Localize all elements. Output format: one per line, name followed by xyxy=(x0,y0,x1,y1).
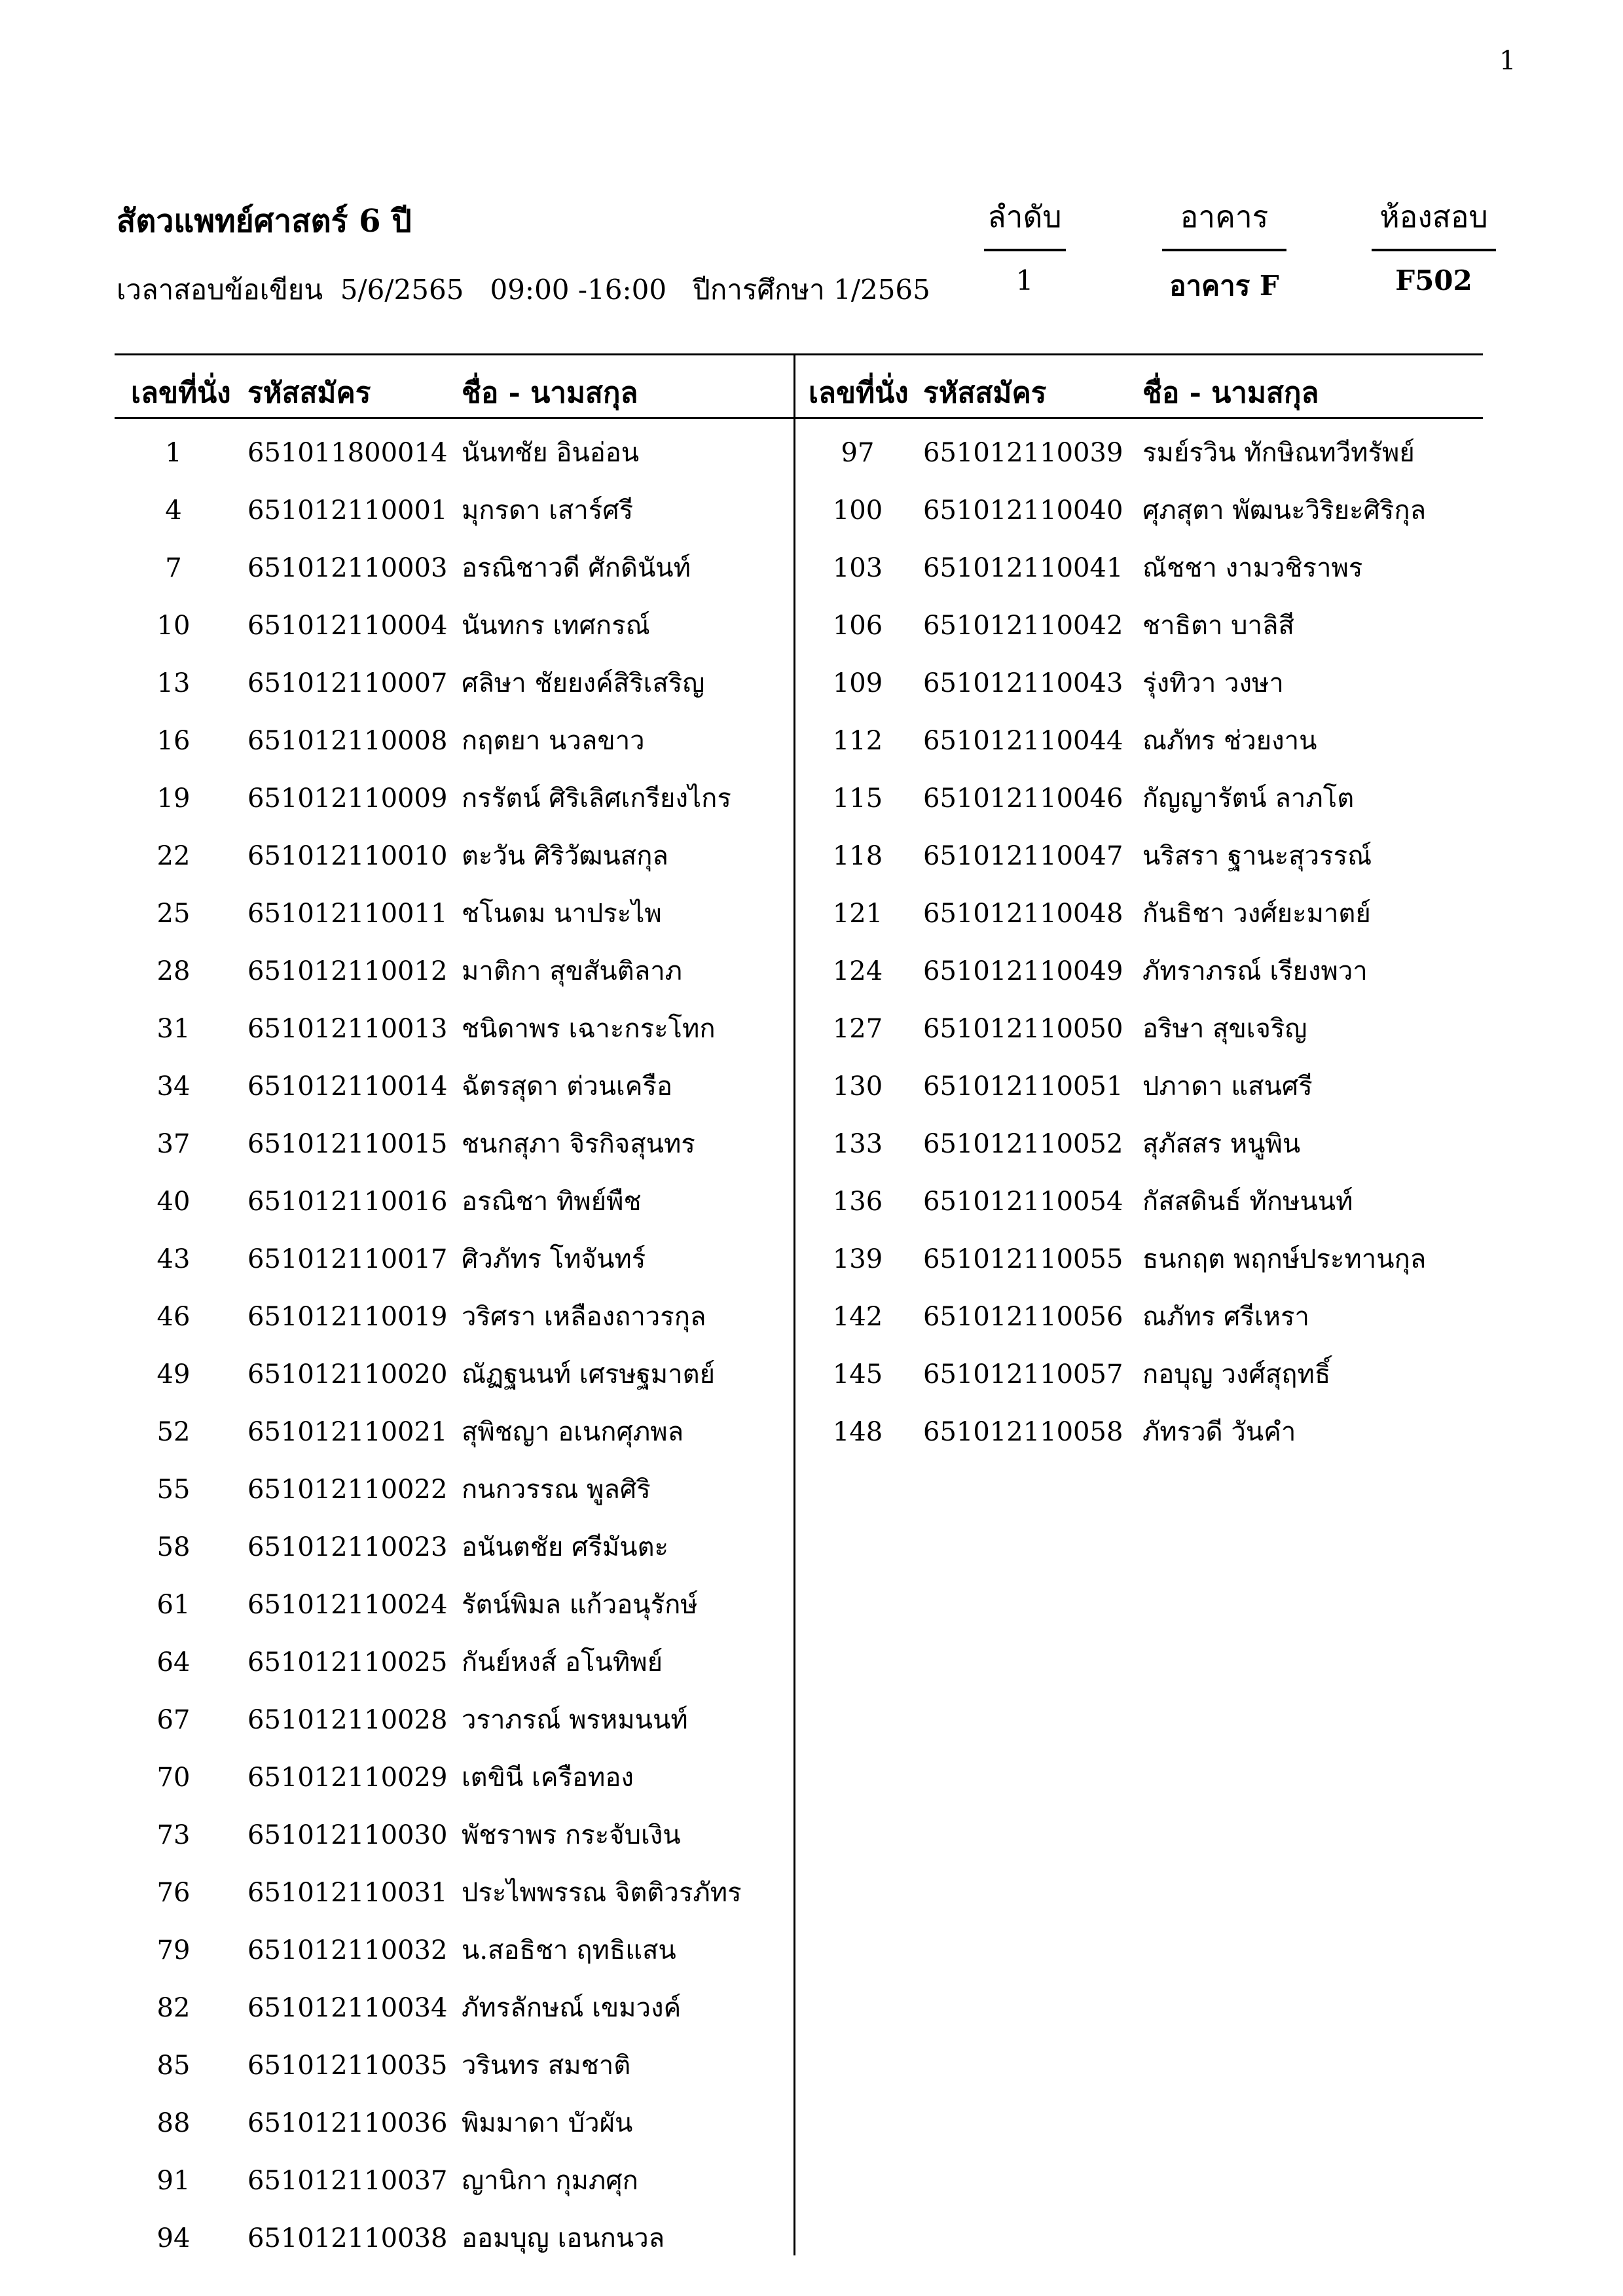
right-seat-header: เลขที่นั่ง xyxy=(809,376,909,410)
applicant-name: ณัฏฐนนท์ เศรษฐมาตย์ xyxy=(462,1359,716,1390)
applicant-id: 651012110008 xyxy=(247,726,448,756)
seat-number: 46 xyxy=(156,1302,191,1332)
applicant-id: 651012110017 xyxy=(247,1244,448,1274)
applicant-id: 651012110042 xyxy=(923,611,1123,641)
table-row xyxy=(0,1115,1623,1173)
applicant-id: 651012110011 xyxy=(247,899,448,929)
applicant-name: ภัทรลักษณ์ เขมวงค์ xyxy=(462,1993,682,2023)
seat-number: 133 xyxy=(832,1129,883,1159)
table-row xyxy=(0,1806,1623,1864)
applicant-name: อริษา สุขเจริญ xyxy=(1142,1014,1307,1044)
table-row xyxy=(0,1461,1623,1518)
building-label: อาคาร xyxy=(1180,199,1269,234)
exam-time-info: เวลาสอบข้อเขียน 5/6/2565 09:00 -16:00 ปีการศึกษา 1/2565 xyxy=(117,274,930,306)
seat-number: 55 xyxy=(156,1475,191,1505)
seat-number: 58 xyxy=(156,1532,191,1562)
applicant-name: กันย์หงส์ อโนทิพย์ xyxy=(462,1647,663,1677)
seat-number: 19 xyxy=(156,783,191,814)
seat-number: 82 xyxy=(156,1993,191,2023)
seat-number: 49 xyxy=(156,1359,191,1390)
applicant-name: มุกรดา เสาร์ศรี xyxy=(462,495,634,526)
applicant-name: ปภาดา แสนศรี xyxy=(1142,1071,1313,1102)
applicant-name: ชาธิตา บาลิสี xyxy=(1142,611,1294,641)
applicant-name: ญานิกา กุมภศุก xyxy=(462,2166,638,2196)
table-row xyxy=(0,1058,1623,1115)
table-row xyxy=(0,539,1623,597)
seat-number: 37 xyxy=(156,1129,191,1159)
applicant-id: 651012110036 xyxy=(247,2108,448,2138)
table-row xyxy=(0,1173,1623,1230)
applicant-id: 651012110056 xyxy=(923,1302,1123,1332)
seat-number: 121 xyxy=(832,899,883,929)
applicant-id: 651012110043 xyxy=(923,668,1123,698)
applicant-id: 651012110022 xyxy=(247,1475,448,1505)
seat-number: 25 xyxy=(156,899,191,929)
applicant-name: วรินทร สมชาติ xyxy=(462,2051,631,2081)
table-row xyxy=(0,1346,1623,1403)
applicant-name: นริสรา ฐานะสุวรรณ์ xyxy=(1142,841,1372,871)
applicant-id: 651012110012 xyxy=(247,956,448,986)
table-row xyxy=(0,1403,1623,1461)
applicant-id: 651012110020 xyxy=(247,1359,448,1390)
applicant-name: ภัทรวดี วันคำ xyxy=(1142,1417,1296,1447)
left-seat-header: เลขที่นั่ง xyxy=(131,376,231,410)
applicant-name: ภัทราภรณ์ เรียงพวา xyxy=(1142,956,1368,986)
seat-number: 106 xyxy=(832,611,883,641)
applicant-name: ศิวภัทร โทจันทร์ xyxy=(462,1244,646,1274)
applicant-id: 651012110035 xyxy=(247,2051,448,2081)
order-column xyxy=(982,196,1067,296)
applicant-id: 651012110054 xyxy=(923,1187,1123,1217)
table-row xyxy=(0,2152,1623,2210)
applicant-name: ธนกฤต พฤกษ์ประทานกุล xyxy=(1142,1244,1427,1274)
applicant-id: 651012110003 xyxy=(247,553,448,583)
applicant-id: 651012110040 xyxy=(923,495,1123,526)
seat-number: 118 xyxy=(832,841,883,871)
applicant-id: 651012110058 xyxy=(923,1417,1123,1447)
applicant-name: วริศรา เหลืองถาวรกุล xyxy=(462,1302,706,1332)
seat-number: 100 xyxy=(832,495,883,526)
left-name-header: ชื่อ - นามสกุล xyxy=(462,376,638,410)
applicant-id: 651012110016 xyxy=(247,1187,448,1217)
applicant-id: 651012110030 xyxy=(247,1820,448,1850)
applicant-id: 651012110024 xyxy=(247,1590,448,1620)
seat-number: 136 xyxy=(832,1187,883,1217)
applicant-name: ประไพพรรณ จิตติวรภัทร xyxy=(462,1878,742,1908)
seat-number: 34 xyxy=(156,1071,191,1102)
applicant-name: รุ่งทิวา วงษา xyxy=(1142,668,1284,698)
applicant-name: ตะวัน ศิริวัฒนสกุล xyxy=(462,841,668,871)
applicant-name: ฉัตรสุดา ต่วนเครือ xyxy=(462,1071,672,1102)
applicant-name: วราภรณ์ พรหมนนท์ xyxy=(462,1705,688,1735)
applicant-id: 651012110007 xyxy=(247,668,448,698)
table-row xyxy=(0,1000,1623,1058)
seat-number: 10 xyxy=(156,611,191,641)
applicant-name: กอบุญ วงศ์สุฤทธิ์ xyxy=(1142,1359,1331,1390)
applicant-name: พัชราพร กระจับเงิน xyxy=(462,1820,681,1850)
table-row xyxy=(0,1749,1623,1806)
applicant-name: ณัชชา งามวชิราพร xyxy=(1142,553,1363,583)
room-underline xyxy=(1372,249,1496,251)
seat-number: 112 xyxy=(832,726,883,756)
applicant-id: 651012110021 xyxy=(247,1417,448,1447)
applicant-name: น.สอธิชา ฤทธิแสน xyxy=(462,1935,676,1965)
seat-number: 7 xyxy=(165,553,182,583)
table-row xyxy=(0,1864,1623,1922)
seat-number: 148 xyxy=(832,1417,883,1447)
table-row xyxy=(0,1922,1623,1979)
applicant-name: ณภัทร ช่วยงาน xyxy=(1142,726,1317,756)
applicant-id: 651012110028 xyxy=(247,1705,448,1735)
applicant-id: 651012110009 xyxy=(247,783,448,814)
seat-number: 127 xyxy=(832,1014,883,1044)
building-value: อาคาร F xyxy=(1169,270,1279,302)
order-value: 1 xyxy=(1015,264,1034,296)
seat-number: 73 xyxy=(156,1820,191,1850)
seat-number: 103 xyxy=(832,553,883,583)
applicant-name: นันทชัย อินอ่อน xyxy=(462,438,640,468)
seat-number: 22 xyxy=(156,841,191,871)
applicant-id: 651012110048 xyxy=(923,899,1123,929)
applicant-name: สุภัสสร หนูพิน xyxy=(1142,1129,1301,1159)
right-name-header: ชื่อ - นามสกุล xyxy=(1142,376,1319,410)
page-number: 1 xyxy=(1499,46,1516,76)
applicant-id: 651012110032 xyxy=(247,1935,448,1965)
applicant-name: สุพิชญา อเนกศุภพล xyxy=(462,1417,684,1447)
seat-number: 61 xyxy=(156,1590,191,1620)
room-value: F502 xyxy=(1395,264,1472,296)
table-row xyxy=(0,655,1623,712)
table-row xyxy=(0,1518,1623,1576)
applicant-id: 651012110010 xyxy=(247,841,448,871)
table-row xyxy=(0,1230,1623,1288)
table-row xyxy=(0,482,1623,539)
applicant-name: เตขินี เครือทอง xyxy=(462,1763,634,1793)
seat-number: 139 xyxy=(832,1244,883,1274)
table-row xyxy=(0,1979,1623,2037)
seat-number: 13 xyxy=(156,668,191,698)
seat-number: 76 xyxy=(156,1878,191,1908)
applicant-name: กัญญารัตน์ ลาภโต xyxy=(1142,783,1355,814)
applicant-id: 651012110004 xyxy=(247,611,448,641)
table-top-rule xyxy=(115,353,1483,355)
table-header-rule xyxy=(115,417,1483,419)
applicant-name: อรณิชาวดี ศักดินันท์ xyxy=(462,553,691,583)
applicant-id: 651012110050 xyxy=(923,1014,1123,1044)
applicant-id: 651012110001 xyxy=(247,495,448,526)
seat-number: 88 xyxy=(156,2108,191,2138)
applicant-name: ณภัทร ศรีเหรา xyxy=(1142,1302,1309,1332)
table-row xyxy=(0,597,1623,655)
applicant-id: 651012110049 xyxy=(923,956,1123,986)
applicant-name: อรณิชา ทิพย์พืช xyxy=(462,1187,642,1217)
seat-number: 31 xyxy=(156,1014,191,1044)
order-label: ลำดับ xyxy=(987,199,1062,234)
seat-number: 4 xyxy=(165,495,182,526)
order-underline xyxy=(984,249,1066,251)
applicant-id: 651012110025 xyxy=(247,1647,448,1677)
applicant-id: 651012110051 xyxy=(923,1071,1123,1102)
seat-number: 142 xyxy=(832,1302,883,1332)
applicant-id: 651012110047 xyxy=(923,841,1123,871)
seat-number: 145 xyxy=(832,1359,883,1390)
table-row xyxy=(0,1691,1623,1749)
applicant-name: รมย์รวิน ทักษิณทวีทรัพย์ xyxy=(1142,438,1415,468)
applicant-name: ศุภสุตา พัฒนะวิริยะศิริกุล xyxy=(1142,495,1427,526)
seat-number: 94 xyxy=(156,2223,191,2253)
seat-number: 43 xyxy=(156,1244,191,1274)
room-label: ห้องสอบ xyxy=(1379,199,1488,234)
applicant-name: นันทกร เทศกรณ์ xyxy=(462,611,650,641)
seat-number: 124 xyxy=(832,956,883,986)
applicant-id: 651012110044 xyxy=(923,726,1123,756)
left-id-header: รหัสสมัคร xyxy=(247,376,371,410)
room-column xyxy=(1368,196,1499,296)
table-row xyxy=(0,712,1623,770)
applicant-id: 651012110055 xyxy=(923,1244,1123,1274)
seat-number: 130 xyxy=(832,1071,883,1102)
applicant-name: กรรัตน์ ศิริเลิศเกรียงไกร xyxy=(462,783,731,814)
applicant-name: กฤตยา นวลขาว xyxy=(462,726,645,756)
applicant-id: 651012110041 xyxy=(923,553,1123,583)
applicant-id: 651012110023 xyxy=(247,1532,448,1562)
applicant-id: 651012110052 xyxy=(923,1129,1123,1159)
building-underline xyxy=(1162,249,1286,251)
applicant-id: 651012110037 xyxy=(247,2166,448,2196)
seat-number: 67 xyxy=(156,1705,191,1735)
seat-number: 97 xyxy=(841,438,875,468)
applicant-id: 651012110046 xyxy=(923,783,1123,814)
table-row xyxy=(0,2094,1623,2152)
table-row xyxy=(0,827,1623,885)
seat-number: 1 xyxy=(165,438,182,468)
applicant-id: 651012110034 xyxy=(247,1993,448,2023)
table-row xyxy=(0,2210,1623,2267)
seat-number: 40 xyxy=(156,1187,191,1217)
applicant-id: 651012110057 xyxy=(923,1359,1123,1390)
table-row xyxy=(0,1634,1623,1691)
applicant-name: มาติกา สุขสันติลาภ xyxy=(462,956,683,986)
applicant-id: 651012110031 xyxy=(247,1878,448,1908)
seat-number: 79 xyxy=(156,1935,191,1965)
applicant-id: 651011800014 xyxy=(247,438,448,468)
building-column xyxy=(1152,196,1296,308)
seat-number: 115 xyxy=(832,783,883,814)
program-title: สัตวแพทย์ศาสตร์ 6 ปี xyxy=(117,203,412,240)
seat-number: 85 xyxy=(156,2051,191,2081)
applicant-name: ศลิษา ชัยยงค์สิริเสริญ xyxy=(462,668,705,698)
applicant-id: 651012110015 xyxy=(247,1129,448,1159)
seat-number: 70 xyxy=(156,1763,191,1793)
seat-number: 64 xyxy=(156,1647,191,1677)
applicant-id: 651012110038 xyxy=(247,2223,448,2253)
seat-number: 52 xyxy=(156,1417,191,1447)
applicant-id: 651012110019 xyxy=(247,1302,448,1332)
table-row xyxy=(0,770,1623,827)
applicant-name: ชโนดม นาประไพ xyxy=(462,899,662,929)
seat-number: 91 xyxy=(156,2166,191,2196)
table-row xyxy=(0,942,1623,1000)
applicant-id: 651012110014 xyxy=(247,1071,448,1102)
seat-number: 16 xyxy=(156,726,191,756)
applicant-id: 651012110039 xyxy=(923,438,1123,468)
seat-number: 109 xyxy=(832,668,883,698)
applicant-name: กัสสดินธ์ ทักษนนท์ xyxy=(1142,1187,1353,1217)
table-row xyxy=(0,885,1623,942)
applicant-name: กันธิชา วงศ์ยะมาตย์ xyxy=(1142,899,1371,929)
applicant-name: ชนิดาพร เฉาะกระโทก xyxy=(462,1014,716,1044)
applicant-name: รัตน์พิมล แก้วอนุรักษ์ xyxy=(462,1590,698,1620)
applicant-name: ชนกสุภา จิรกิจสุนทร xyxy=(462,1129,695,1159)
seat-number: 28 xyxy=(156,956,191,986)
applicant-id: 651012110013 xyxy=(247,1014,448,1044)
table-row xyxy=(0,424,1623,482)
applicant-name: กนกวรรณ พูลศิริ xyxy=(462,1475,651,1505)
table-row xyxy=(0,2037,1623,2094)
applicant-name: พิมมาดา บัวผัน xyxy=(462,2108,633,2138)
table-row xyxy=(0,1576,1623,1634)
right-id-header: รหัสสมัคร xyxy=(923,376,1047,410)
table-row xyxy=(0,1288,1623,1346)
applicant-name: ออมบุญ เอนกนวล xyxy=(462,2223,665,2253)
applicant-id: 651012110029 xyxy=(247,1763,448,1793)
applicant-name: อนันตชัย ศรีมันตะ xyxy=(462,1532,669,1562)
